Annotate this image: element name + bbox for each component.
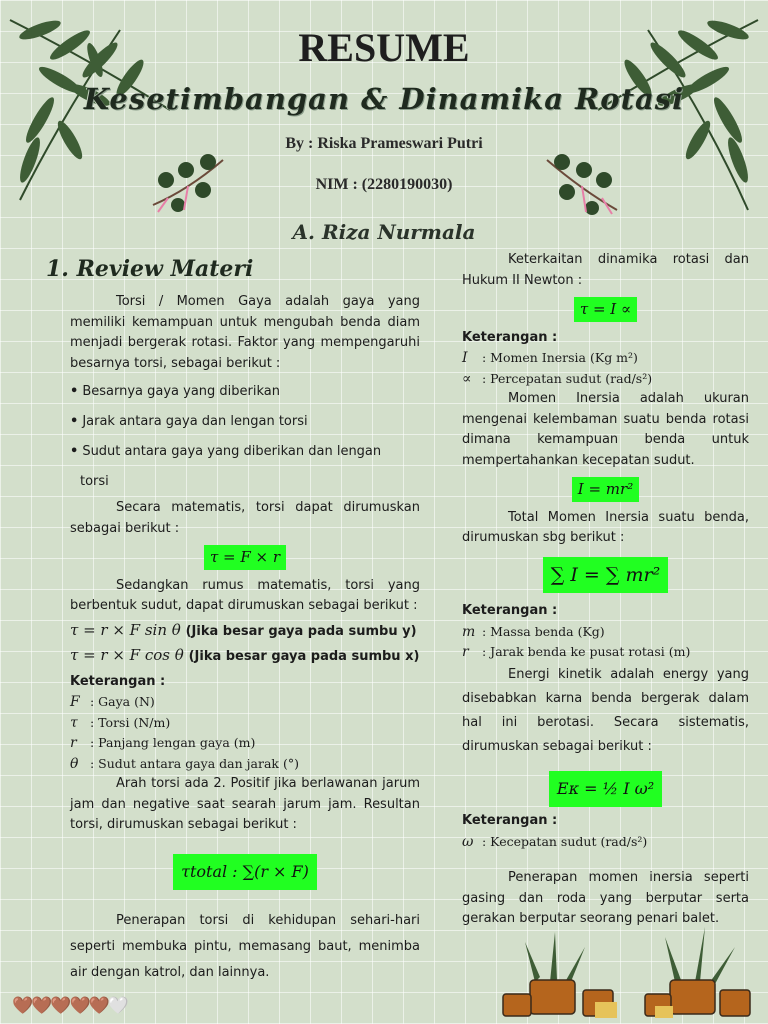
formula-cos: τ = r × F cos θ (Jika besar gaya pada sumbu x) <box>70 646 420 664</box>
inertia-formula: I = mr² <box>572 477 639 502</box>
keterangan-label: Keterangan : <box>70 673 166 689</box>
author-byline: By : Riska Prameswari Putri <box>285 135 483 152</box>
definition-item: ∝ : Percepatan sudut (rad/s²) <box>462 370 653 387</box>
page-title: RESUME <box>298 25 470 70</box>
author-name: A. Riza Nurmala <box>292 220 476 244</box>
kinetic-energy-formula: Eκ = ½ I ω² <box>549 771 662 808</box>
definition-item: r : Jarak benda ke pusat rotasi (m) <box>462 644 691 660</box>
torque-intro: Torsi / Momen Gaya adalah gaya yang memiliki kemampuan untuk mengubah benda diam menjadi bergerak rotasi. Faktor yang mempengaruhi besarnya torsi, sebagai berikut : <box>70 294 420 371</box>
keterangan-label: Keterangan : <box>462 603 558 618</box>
total-torque-formula: τtotal : ∑(r × F) <box>173 854 317 891</box>
student-nim: NIM : (2280190030) <box>315 176 453 193</box>
total-inertia-formula: ∑ I = ∑ mr² <box>543 557 668 594</box>
angle-intro: Sedangkan rumus matematis, torsi yang berbentuk sudut, dapat dirumuskan sebagai berikut : <box>70 577 420 613</box>
formula-sin: τ = r × F sin θ (Jika besar gaya pada sumbu y) <box>70 620 417 639</box>
bullet-item: • Besarnya gaya yang diberikan <box>70 384 280 399</box>
inertia-text: Momen Inersia adalah ukuran mengenai kelembaman suatu benda rotasi dimana kemampuan benda untuk mempertahankan kecepatan sudut. <box>462 391 749 468</box>
total-inertia-text: Total Momen Inersia suatu benda, dirumuskan sbg berikut : <box>462 509 749 545</box>
torque-application: Penerapan torsi di kehidupan sehari-hari seperti membuka pintu, memasang baut, menimba air dengan katrol, dan lainnya. <box>70 913 420 980</box>
inertia-application: Penerapan momen inersia seperti gasing dan roda yang berputar serta gerakan berputar seorang penari balet. <box>462 870 749 926</box>
newton-intro: Keterkaitan dinamika rotasi dan Hukum II Newton : <box>462 252 749 288</box>
left-column <box>70 292 420 986</box>
keterangan-label: Keterangan : <box>462 813 558 828</box>
keterangan-label: Keterangan : <box>462 329 558 345</box>
definition-item: τ : Torsi (N/m) <box>70 714 171 731</box>
hearts-decoration: 🤎🤎🤎🤎🤎🤍 <box>12 996 128 1016</box>
torque-direction: Arah torsi ada 2. Positif jika berlawanan jarum jam dan negative saat searah jarum jam. Resultan torsi, dirumuskan sebagai berikut : <box>70 776 420 832</box>
right-column <box>462 250 749 930</box>
bullet-item: • Jarak antara gaya dan lengan torsi <box>70 414 308 429</box>
potted-plants-icon <box>495 922 765 1022</box>
definition-item: r : Panjang lengan gaya (m) <box>70 735 256 751</box>
definition-item: θ : Sudut antara gaya dan jarak (°) <box>70 755 299 772</box>
section-title: 1. Review Materi <box>46 256 254 282</box>
math-intro: Secara matematis, torsi dapat dirumuskan sebagai berikut : <box>70 500 420 536</box>
page-subtitle: Kesetimbangan & Dinamika Rotasi <box>83 82 685 116</box>
definition-item: ω : Kecepatan sudut (rad/s²) <box>462 833 648 850</box>
bullet-continuation: torsi <box>80 474 109 489</box>
definition-item: F : Gaya (N) <box>70 694 155 710</box>
bullet-item: • Sudut antara gaya yang diberikan dan lengan <box>70 444 382 459</box>
torque-formula: τ = F × r <box>204 545 286 570</box>
kinetic-energy-text: Energi kinetik adalah energy yang disebabkan karna benda bergerak dalam hal ini berotasi. Secara sistematis, dirumuskan sebagai berikut : <box>462 666 749 754</box>
definition-item: I : Momen Inersia (Kg m²) <box>462 350 638 366</box>
definition-item: m : Massa benda (Kg) <box>462 623 605 640</box>
newton-formula: τ = I ∝ <box>574 297 637 322</box>
